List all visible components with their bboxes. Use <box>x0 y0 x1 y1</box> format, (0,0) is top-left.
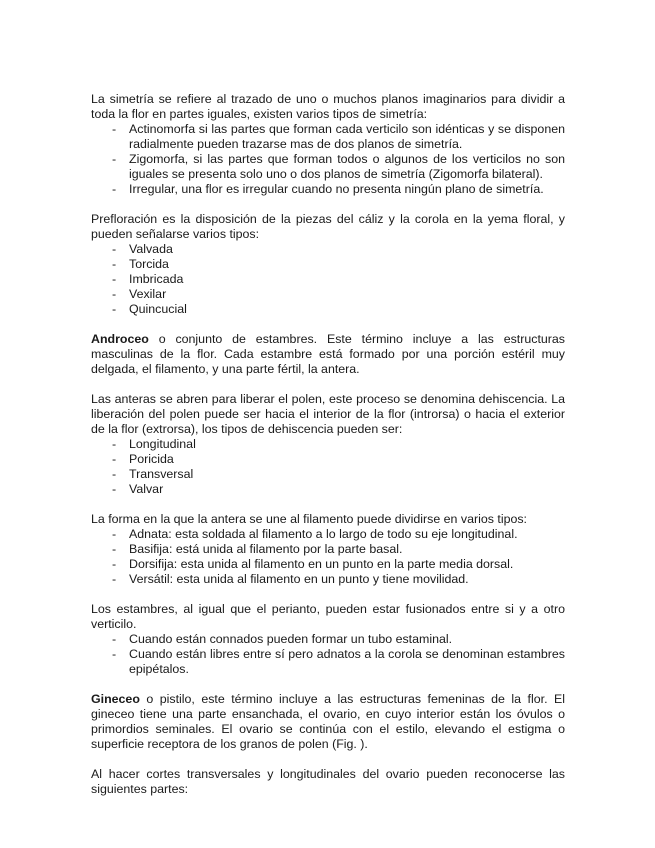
term-androceo: Androceo <box>91 332 149 346</box>
bullet-dash: - <box>112 572 117 586</box>
list-item: - Poricida <box>112 452 174 466</box>
list-antera-filamento <box>91 527 565 587</box>
bullet-dash: - <box>112 257 117 271</box>
list-item: - Valvada <box>112 242 173 256</box>
paragraph-estambres: Los estambres, al igual que el perianto, pueden estar fusionados entre si y a otro verticilo. <box>91 602 565 631</box>
list-estambres <box>91 632 565 677</box>
bullet-dash: - <box>112 242 117 256</box>
document-page <box>91 92 565 797</box>
list-item: - Adnata: esta soldada al filamento a lo largo de todo su eje longitudinal. <box>112 527 518 541</box>
bullet-dash: - <box>112 122 117 136</box>
list-item: - Cuando están libres entre sí pero adnatos a la corola se denominan estambres epipétalos. <box>112 647 565 676</box>
bullet-dash: - <box>112 467 117 481</box>
paragraph-simetria: La simetría se refiere al trazado de uno o muchos planos imaginarios para dividir a toda la flor en partes iguales, existen varios tipos de simetría: <box>91 92 565 121</box>
list-prefloracion <box>91 242 565 317</box>
bullet-dash: - <box>112 437 117 451</box>
list-item: - Vexilar <box>112 287 167 301</box>
list-item: - Basifija: está unida al filamento por la parte basal. <box>112 542 403 556</box>
term-gineceo: Gineceo <box>91 692 140 706</box>
list-item: - Valvar <box>112 482 164 496</box>
bullet-dash: - <box>112 632 117 646</box>
bullet-dash: - <box>112 452 117 466</box>
bullet-dash: - <box>112 482 117 496</box>
list-item: - Cuando están connados pueden formar un tubo estaminal. <box>112 632 453 646</box>
bullet-dash: - <box>112 302 117 316</box>
list-simetria <box>91 122 565 197</box>
list-item: - Transversal <box>112 467 194 481</box>
bullet-dash: - <box>112 557 117 571</box>
list-item: - Dorsifija: esta unida al filamento en un punto en la parte media dorsal. <box>112 557 514 571</box>
list-item: - Irregular, una flor es irregular cuando no presenta ningún plano de simetría. <box>112 182 544 196</box>
bullet-dash: - <box>112 647 117 661</box>
paragraph-androceo: Androceo o conjunto de estambres. Este término incluye a las estructuras masculinas de la flor. Cada estambre está formado por una porción estéril muy delgada, el filamento, y una parte fértil, la antera. <box>91 332 565 376</box>
bullet-dash: - <box>112 527 117 541</box>
bullet-dash: - <box>112 182 117 196</box>
list-dehiscencia <box>91 437 565 497</box>
list-item: - Quincucial <box>112 302 187 316</box>
list-item: - Versátil: esta unida al filamento en un punto y tiene movilidad. <box>112 572 469 586</box>
list-item: - Zigomorfa, si las partes que forman todos o algunos de los verticilos no son iguales se presenta solo uno o dos planos de simetría (Zigomorfa bilateral). <box>112 152 565 181</box>
bullet-dash: - <box>112 542 117 556</box>
bullet-dash: - <box>112 287 117 301</box>
list-item: - Imbricada <box>112 272 184 286</box>
list-item: - Torcida <box>112 257 169 271</box>
paragraph-dehiscencia: Las anteras se abren para liberar el polen, este proceso se denomina dehiscencia. La liberación del polen puede ser hacia el interior de la flor (introrsa) o hacia el exterior de la flor (extrorsa), los tipos de dehiscencia pueden ser: <box>91 392 565 436</box>
paragraph-gineceo: Gineceo o pistilo, este término incluye a las estructuras femeninas de la flor. El gineceo tiene una parte ensanchada, el ovario, en cuyo interior están los óvulos o primordios seminales. El ovario se continúa con el estilo, elevando el estigma o superficie receptora de los granos de polen (Fig. ). <box>91 692 565 751</box>
paragraph-cortes-ovario: Al hacer cortes transversales y longitudinales del ovario pueden reconocerse las siguientes partes: <box>91 767 565 796</box>
list-item: - Longitudinal <box>112 437 196 451</box>
bullet-dash: - <box>112 272 117 286</box>
paragraph-prefloracion: Prefloración es la disposición de la piezas del cáliz y la corola en la yema floral, y pueden señalarse varios tipos: <box>91 212 565 241</box>
paragraph-antera-filamento: La forma en la que la antera se une al filamento puede dividirse en varios tipos: <box>91 512 528 526</box>
bullet-dash: - <box>112 152 117 166</box>
list-item: - Actinomorfa si las partes que forman cada verticilo son idénticas y se disponen radialmente pueden trazarse mas de dos planos de simetría. <box>112 122 565 151</box>
